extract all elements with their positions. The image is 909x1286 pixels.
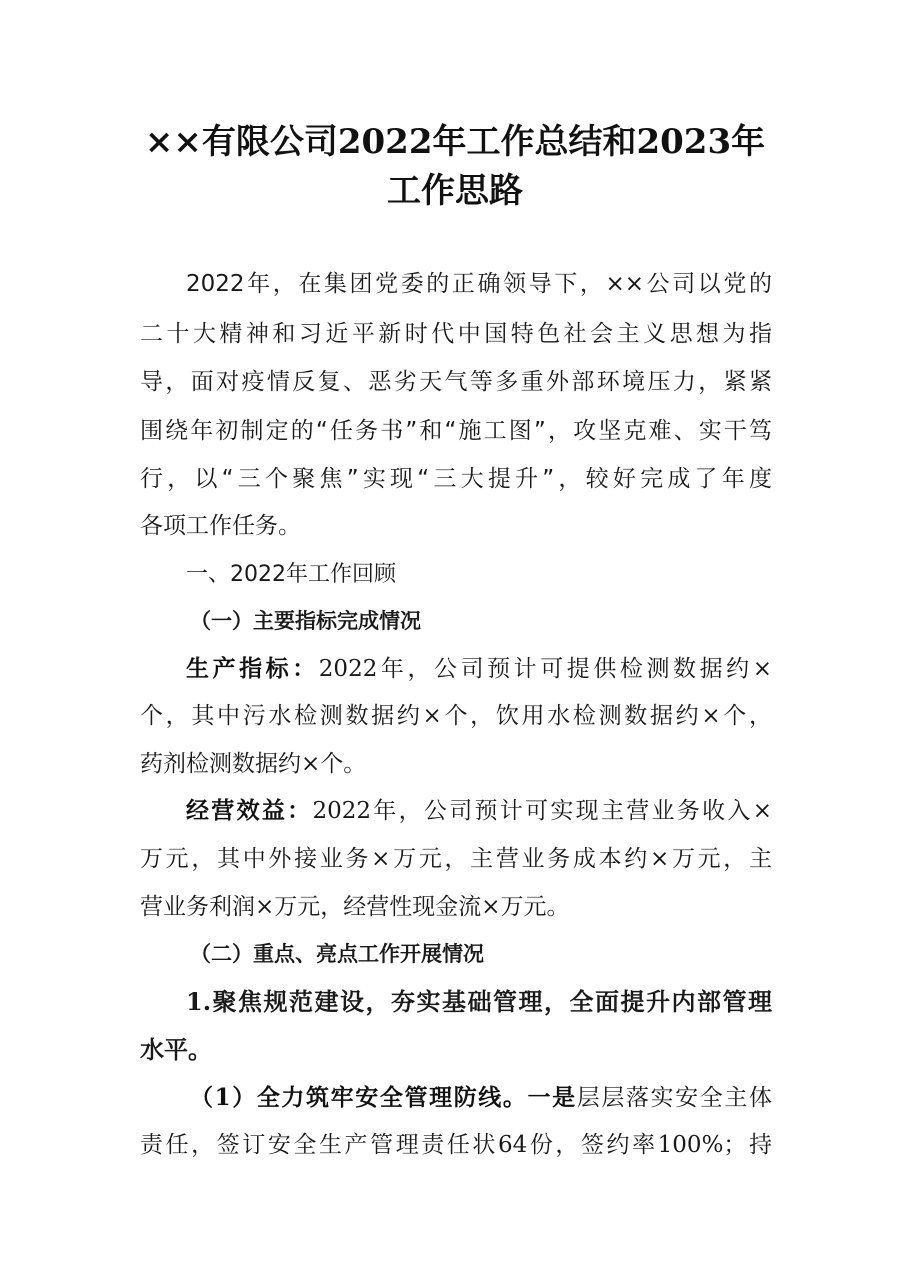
production-line-3: 药剂检测数据约×个。 <box>140 751 367 777</box>
point-1-1-line-2: 责任，签订安全生产管理责任状64份，签约率100%；持 <box>140 1132 772 1158</box>
business-line-1 <box>186 787 772 835</box>
intro-line-3: 导，面对疫情反复、恶劣天气等多重外部环境压力，紧紧 <box>140 369 772 395</box>
point-1-1-text-1: 层层落实安全主体 <box>576 1085 772 1111</box>
intro-line-6: 各项工作任务。 <box>140 513 301 539</box>
section-1-heading: 一、2022年工作回顾 <box>186 562 396 587</box>
document-title-line-2: 工作思路 <box>387 171 523 211</box>
intro-line-1: 2022年，在集团党委的正确领导下，××公司以党的 <box>186 271 772 297</box>
business-text-1: 2022年，公司预计可实现主营业务收入× <box>312 798 772 824</box>
document-title-line-1: ××有限公司2022年工作总结和2023年 <box>144 122 766 162</box>
point-1-1-label: （1）全力筑牢安全管理防线。一是 <box>190 1084 577 1111</box>
production-line-2: 个，其中污水检测数据约×个，饮用水检测数据约×个， <box>140 703 772 729</box>
point-1-line-2: 水平。 <box>140 1035 212 1064</box>
point-1-line-1: 1.聚焦规范建设，夯实基础管理，全面提升内部管理 <box>186 987 772 1016</box>
point-1-1-line-1 <box>190 1074 772 1122</box>
intro-line-5: 行，以“三个聚焦”实现“三大提升”，较好完成了年度 <box>140 466 772 492</box>
production-label: 生产指标： <box>186 655 319 682</box>
production-line-1 <box>186 645 772 693</box>
intro-line-4: 围绕年初制定的“任务书”和“施工图”，攻坚克难、实干笃 <box>140 418 772 444</box>
subsection-1-heading: （一）主要指标完成情况 <box>190 608 421 633</box>
subsection-2-heading: （二）重点、亮点工作开展情况 <box>190 941 484 966</box>
business-line-2: 万元，其中外接业务×万元，主营业务成本约×万元，主 <box>140 846 772 872</box>
production-text-1: 2022年，公司预计可提供检测数据约× <box>318 656 772 682</box>
business-label: 经营效益： <box>186 797 313 824</box>
business-line-3: 营业务利润×万元，经营性现金流×万元。 <box>140 894 570 920</box>
intro-line-2: 二十大精神和习近平新时代中国特色社会主义思想为指 <box>140 321 772 347</box>
